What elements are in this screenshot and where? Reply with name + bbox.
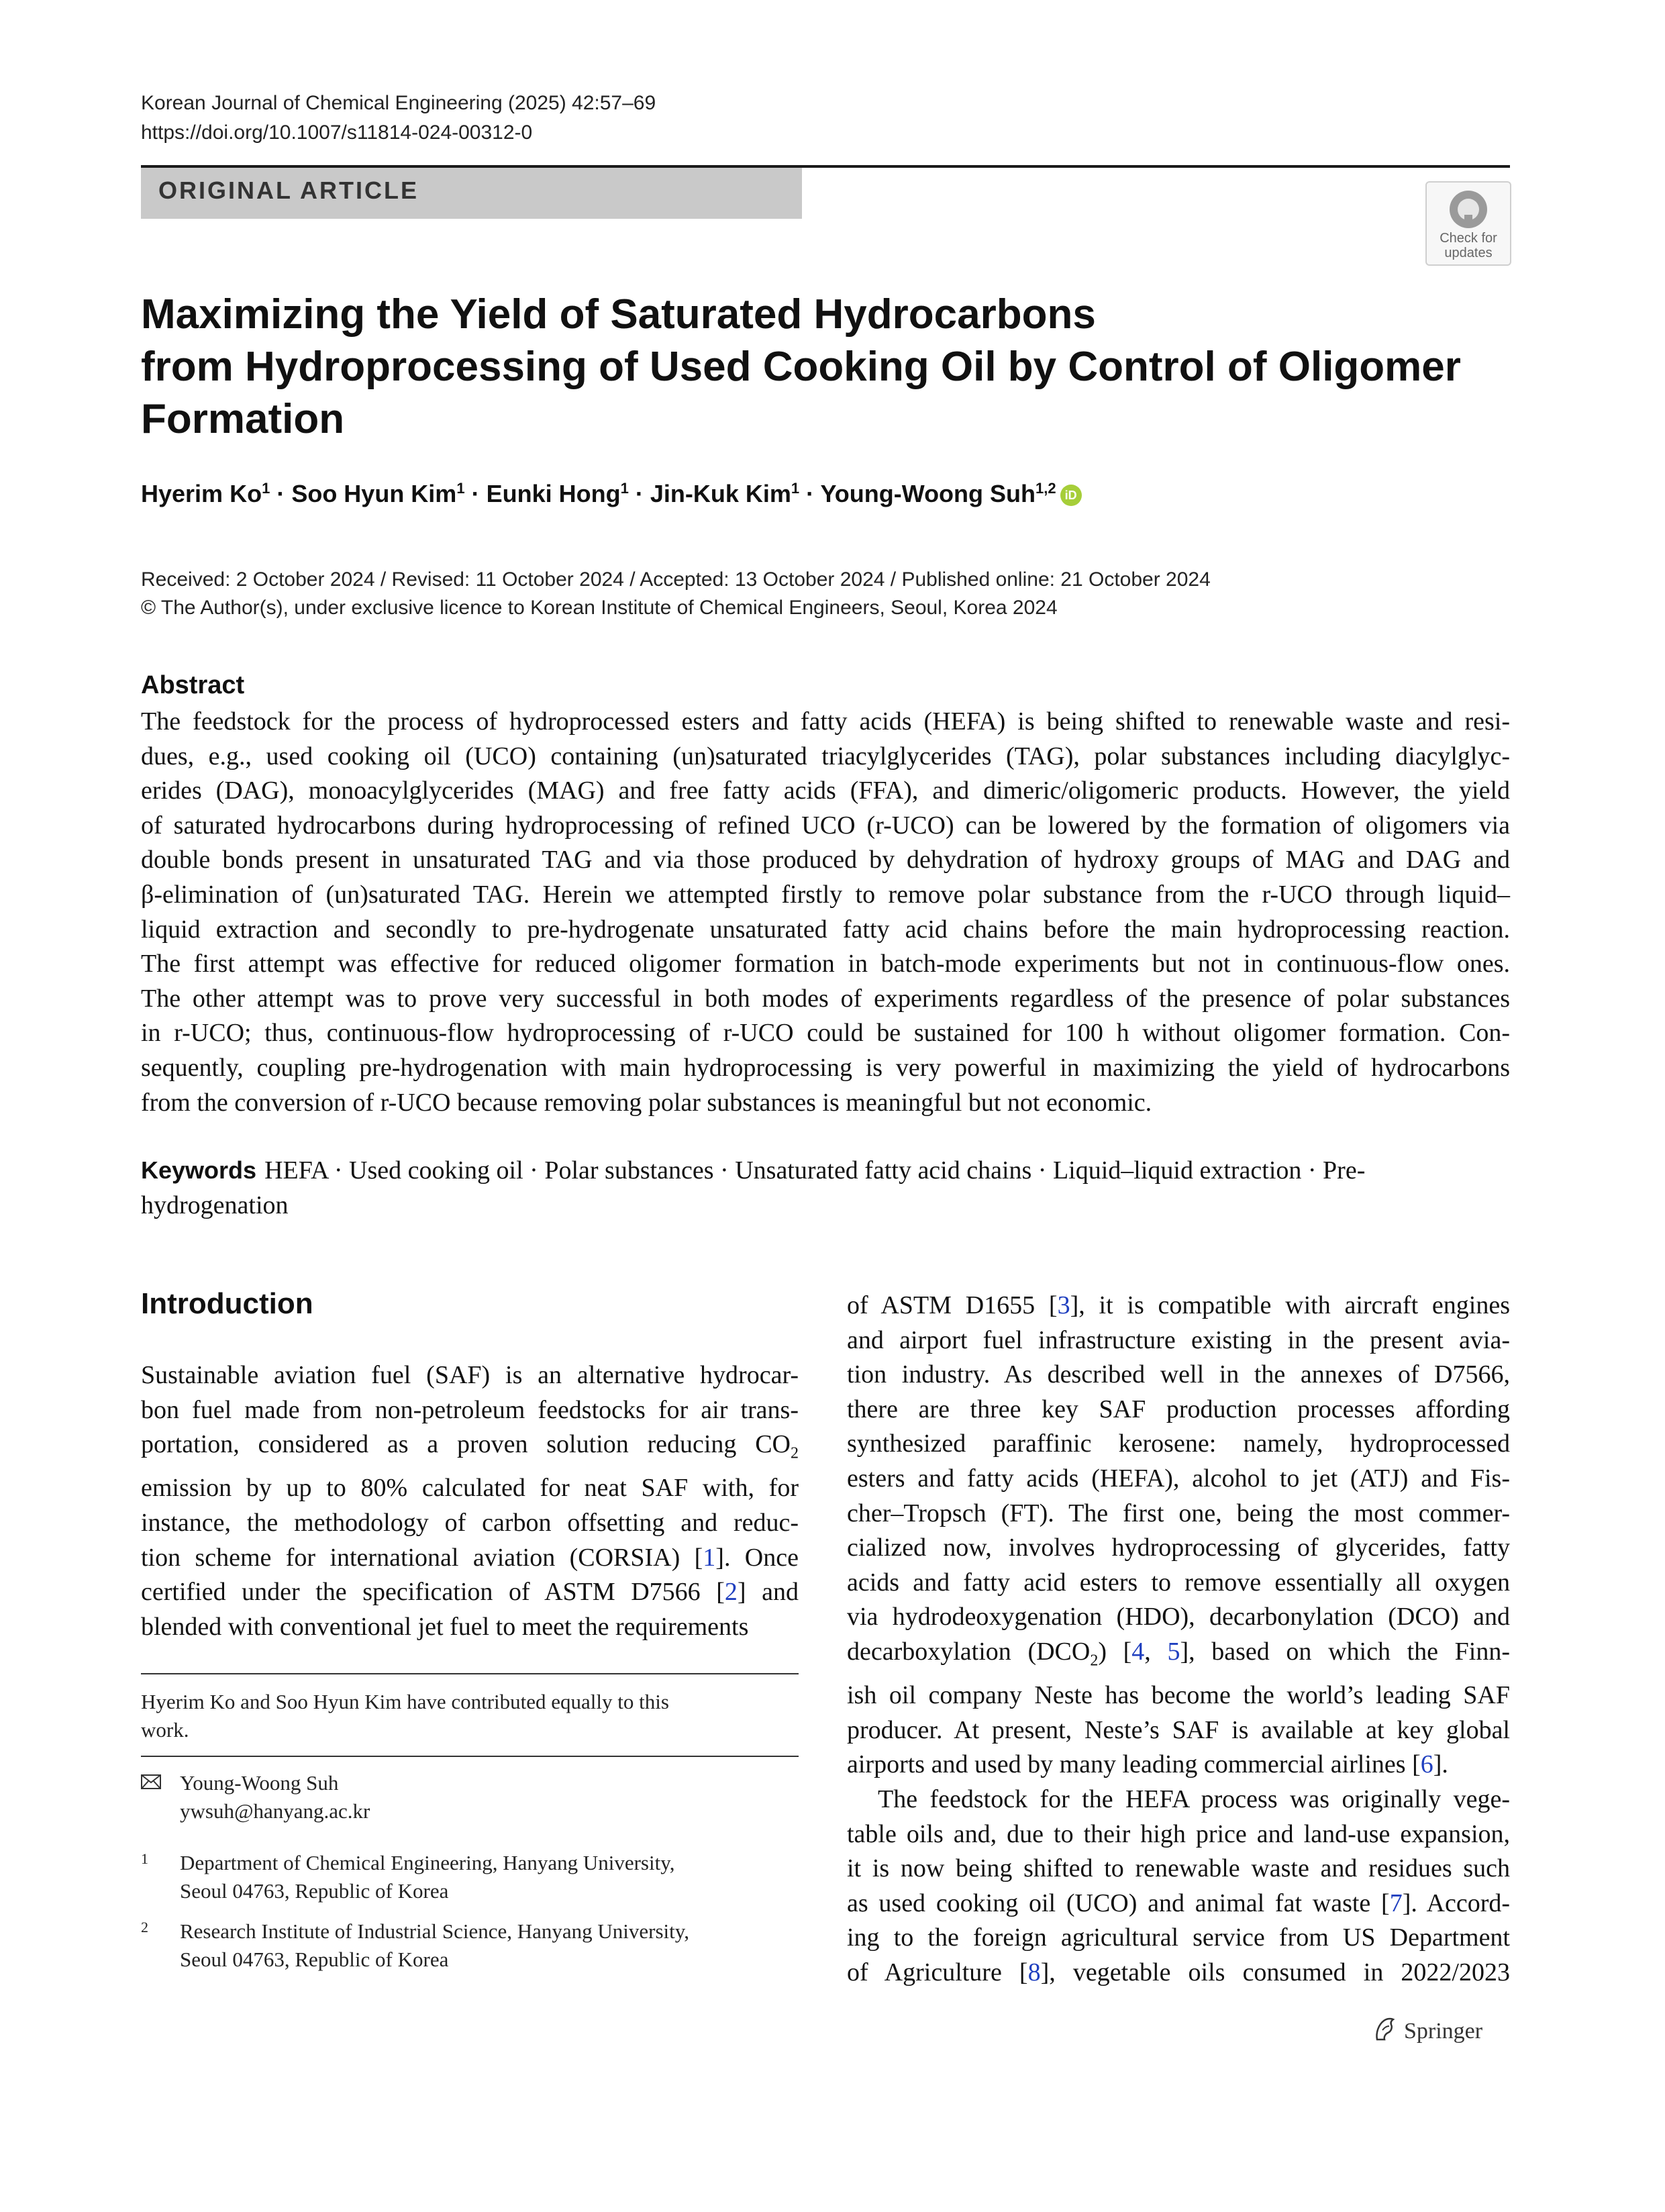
citation-link[interactable]: 1 (703, 1543, 716, 1572)
body-text: ) [ (1098, 1637, 1132, 1666)
check-badge-line2: updates (1444, 246, 1493, 260)
abstract-line: The first attempt was effective for reduced oligomer formation in batch-mode experiments but not in continuous-flow ones. (141, 950, 1510, 978)
abstract-line: The other attempt was to prove very successful in both modes of experiments regardless of the presence of polar substances (141, 984, 1510, 1013)
body-text: , (1144, 1637, 1168, 1666)
article-dates (141, 566, 1211, 622)
citation-link[interactable]: 2 (724, 1578, 738, 1607)
citation-link[interactable]: 8 (1027, 1958, 1041, 1987)
author-affiliation: 1 (620, 480, 629, 497)
author-affiliation: 1 (791, 480, 800, 497)
body-line: emission by up to 80% calculated for neat SAF with, for (141, 1474, 799, 1503)
publisher-logo (1373, 2017, 1482, 2044)
journal-meta (141, 89, 656, 148)
body-text: of ASTM D1655 [ (847, 1291, 1058, 1319)
body-text: ], it is compatible with aircraft engines (1070, 1291, 1511, 1319)
subscript: 2 (1090, 1652, 1099, 1670)
affiliation-number: 1 (141, 1850, 148, 1867)
author-separator: · (270, 480, 292, 507)
body-text: ], vegetable oils consumed in 2022/2023 (1040, 1958, 1510, 1987)
body-line: cher–Tropsch (FT). The first one, being the most commer- (847, 1499, 1510, 1527)
footnote-rule (141, 1756, 799, 1757)
intro-left-column (141, 1358, 799, 1644)
author-affiliation: 1,2 (1036, 480, 1056, 497)
abstract-line: The feedstock for the process of hydroprocessed esters and fatty acids (HEFA) is being shifted to renewable waste and resi- (141, 707, 1510, 736)
affiliation-line: Department of Chemical Engineering, Hanyang University, (180, 1851, 675, 1874)
subscript: 2 (791, 1444, 799, 1462)
abstract-line: liquid extraction and secondly to pre-hydrogenate unsaturated fatty acid chains before the main hydroprocessing reaction. (141, 915, 1510, 944)
check-badge-line1: Check for (1440, 231, 1497, 246)
corresponding-email[interactable]: ywsuh@hanyang.ac.kr (180, 1799, 370, 1823)
citation-link[interactable]: 4 (1131, 1637, 1145, 1666)
author-name[interactable]: Young-Woong Suh (820, 480, 1036, 507)
body-text: of Agriculture [ (847, 1958, 1028, 1987)
contribution-note (141, 1688, 799, 1744)
keywords-label: Keywords (141, 1156, 257, 1184)
title-line-3: Formation (141, 396, 345, 442)
body-line (847, 1635, 1510, 1678)
body-line: bon fuel made from non-petroleum feedstocks for air trans- (141, 1395, 799, 1424)
author-separator: · (464, 480, 487, 507)
body-text: ], based on which the Finn- (1180, 1637, 1511, 1666)
footnote-rule (141, 1673, 799, 1674)
body-line: table oils and, due to their high price and land-use expansion, (847, 1819, 1510, 1848)
article-title (141, 289, 1461, 446)
body-line: ing to the foreign agricultural service from US Department (847, 1923, 1510, 1952)
abstract-line: sequently, coupling pre-hydrogenation with main hydroprocessing is very powerful in maximizing the yield of hydrocarbons (141, 1053, 1510, 1082)
body-line: acids and fatty acid esters to remove essentially all oxygen (847, 1568, 1510, 1597)
envelope-icon (141, 1774, 161, 1789)
abstract-line: dues, e.g., used cooking oil (UCO) containing (un)saturated triacylglycerides (TAG), polar substances including diacylglyc- (141, 742, 1510, 770)
springer-horse-icon (1373, 2017, 1397, 2042)
body-line: cialized now, involves hydroprocessing of glycerides, fatty (847, 1534, 1510, 1562)
body-line (141, 1427, 799, 1471)
article-history: Received: 2 October 2024 / Revised: 11 October 2024 / Accepted: 13 October 2024 / Published online: 21 October 2024 (141, 568, 1211, 591)
publisher-name: Springer (1404, 2019, 1483, 2044)
author-separator: · (799, 480, 821, 507)
body-line: esters and fatty acids (HEFA), alcohol to jet (ATJ) and Fis- (847, 1464, 1510, 1493)
affiliation-line: Research Institute of Industrial Science, Hanyang University, (180, 1919, 689, 1943)
check-updates-icon (1447, 188, 1490, 231)
body-text: tion scheme for international aviation (CORSIA) [ (141, 1543, 703, 1572)
body-text: ]. (1433, 1750, 1448, 1779)
title-line-1: Maximizing the Yield of Saturated Hydrocarbons (141, 291, 1096, 338)
abstract-line: from the conversion of r-UCO because removing polar substances is meaningful but not economic. (141, 1088, 1152, 1117)
body-line (141, 1541, 799, 1576)
intro-right-column (847, 1289, 1510, 1990)
abstract-line: of saturated hydrocarbons during hydroprocessing of refined UCO (r-UCO) can be lowered by the formation of oligomers via (141, 811, 1510, 840)
affiliation-line: Seoul 04763, Republic of Korea (180, 1879, 449, 1903)
contribution-line: work. (141, 1718, 189, 1742)
abstract-line: erides (DAG), monoacylglycerides (MAG) and free fatty acids (FFA), and dimeric/oligomeric products. However, the yield (141, 776, 1510, 805)
body-text: portation, considered as a proven solution reducing CO (141, 1430, 791, 1459)
body-line: Sustainable aviation fuel (SAF) is an alternative hydrocar- (141, 1361, 799, 1389)
body-line: instance, the methodology of carbon offsetting and reduc- (141, 1508, 799, 1537)
body-line (847, 1887, 1510, 1921)
body-text: ]. Once (715, 1543, 799, 1572)
citation-link[interactable]: 7 (1389, 1889, 1403, 1917)
author-name[interactable]: Soo Hyun Kim (291, 480, 457, 507)
abstract-body (141, 705, 1510, 1120)
keywords-line-1: HEFA · Used cooking oil · Polar substances · Unsaturated fatty acid chains · Liquid–liquid extraction · Pre- (264, 1156, 1366, 1185)
copyright-notice: © The Author(s), under exclusive licence to Korean Institute of Chemical Engineers, Seoul, Korea 2024 (141, 597, 1058, 619)
author-list (141, 480, 1082, 508)
body-line: The feedstock for the HEFA process was originally vege- (878, 1784, 1510, 1813)
body-text: as used cooking oil (UCO) and animal fat waste [ (847, 1889, 1390, 1917)
body-line (847, 1289, 1510, 1323)
citation-link[interactable]: 6 (1420, 1750, 1433, 1779)
body-text: ] and (737, 1578, 799, 1607)
doi-link[interactable]: https://doi.org/10.1007/s11814-024-00312-0 (141, 121, 533, 144)
author-name[interactable]: Hyerim Ko (141, 480, 262, 507)
author-affiliation: 1 (456, 480, 465, 497)
body-line (847, 1748, 1510, 1782)
body-line: and airport fuel infrastructure existing in the present avia- (847, 1325, 1510, 1354)
body-line: synthesized paraffinic kerosene: namely, hydroprocessed (847, 1429, 1510, 1458)
affiliation-line: Seoul 04763, Republic of Korea (180, 1948, 449, 1971)
body-text: decarboxylation (DCO (847, 1637, 1091, 1666)
citation-link[interactable]: 5 (1167, 1637, 1180, 1666)
journal-citation: Korean Journal of Chemical Engineering (2025) 42:57–69 (141, 92, 656, 114)
abstract-line: double bonds present in unsaturated TAG and via those produced by dehydration of hydroxy groups of MAG and DAG and (141, 846, 1510, 874)
body-text: airports and used by many leading commercial airlines [ (847, 1750, 1421, 1779)
abstract-line: in r-UCO; thus, continuous-flow hydroprocessing of r-UCO could be sustained for 100 h without oligomer formation. Con- (141, 1019, 1510, 1048)
check-for-updates-badge[interactable] (1425, 181, 1511, 266)
body-line: producer. At present, Neste’s SAF is available at key global (847, 1715, 1510, 1744)
abstract-heading: Abstract (141, 671, 245, 699)
body-line: tion industry. As described well in the annexes of D7566, (847, 1360, 1510, 1389)
body-text: ]. Accord- (1402, 1889, 1510, 1917)
abstract-line: β-elimination of (un)saturated TAG. Herein we attempted firstly to remove polar substance from the r-UCO through liquid– (141, 880, 1510, 909)
body-text: certified under the specification of ASTM D7566 [ (141, 1578, 725, 1607)
body-line (847, 1956, 1510, 1991)
contribution-line: Hyerim Ko and Soo Hyun Kim have contributed equally to this (141, 1690, 669, 1713)
body-line: via hydrodeoxygenation (HDO), decarbonylation (DCO) and (847, 1603, 1510, 1631)
body-line: ish oil company Neste has become the world’s leading SAF (847, 1681, 1510, 1710)
corresponding-name: Young-Woong Suh (180, 1771, 339, 1795)
keywords (141, 1153, 1510, 1223)
author-name[interactable]: Jin-Kuk Kim (650, 480, 791, 507)
article-type: ORIGINAL ARTICLE (158, 177, 419, 204)
body-line: it is now being shifted to renewable waste and residues such (847, 1854, 1510, 1883)
author-separator: · (628, 480, 650, 507)
body-line: blended with conventional jet fuel to meet the requirements (141, 1612, 749, 1641)
orcid-icon[interactable]: iD (1060, 485, 1082, 506)
citation-link[interactable]: 3 (1057, 1291, 1070, 1319)
body-line: there are three key SAF production processes affording (847, 1395, 1510, 1423)
introduction-heading: Introduction (141, 1287, 313, 1320)
title-line-2: from Hydroprocessing of Used Cooking Oil by Control of Oligomer (141, 344, 1461, 390)
keywords-line-2: hydrogenation (141, 1191, 289, 1219)
author-name[interactable]: Eunki Hong (486, 480, 621, 507)
affiliation-number: 2 (141, 1919, 148, 1936)
author-affiliation: 1 (262, 480, 270, 497)
body-line (141, 1575, 799, 1610)
